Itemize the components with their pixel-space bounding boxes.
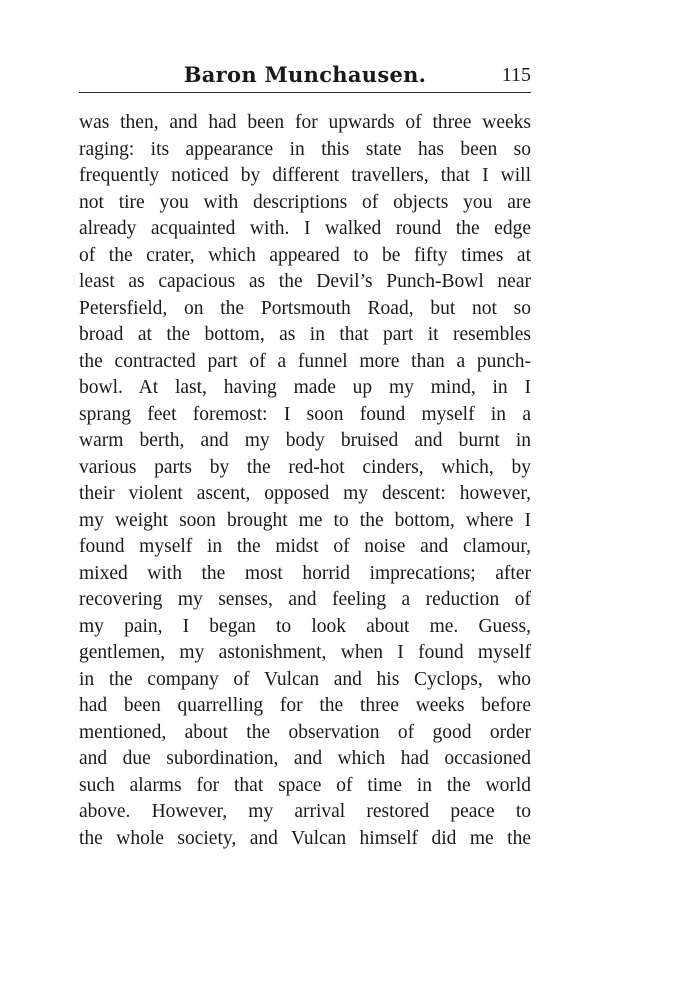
text-line: sprang feet foremost: I soon found myself in a [79, 403, 531, 425]
text-line: of the crater, which appeared to be fifty times at [79, 244, 531, 266]
text-line: gentlemen, my astonishment, when I found myself [79, 642, 531, 663]
text-line: broad at the bottom, as in that part it resembles [79, 324, 531, 345]
text-line: in the company of Vulcan and his Cyclops, who [79, 668, 531, 690]
body-text [79, 110, 531, 852]
text-line: my weight soon brought me to the bottom, where I [79, 509, 531, 531]
text-line: mentioned, about the observation of good order [79, 721, 531, 743]
text-line: mixed with the most horrid imprecations; after [79, 562, 531, 584]
text-line: not tire you with descriptions of objects you are [79, 191, 531, 213]
text-line: warm berth, and my body bruised and burnt in [79, 430, 531, 451]
text-line: already acquainted with. I walked round the edge [79, 218, 531, 239]
text-line: various parts by the red-hot cinders, which, by [79, 456, 531, 478]
text-line: above. However, my arrival restored peace to [79, 801, 531, 822]
text-line: frequently noticed by different travellers, that I will [79, 165, 531, 186]
text-line: found myself in the midst of noise and clamour, [79, 536, 531, 557]
text-line: was then, and had been for upwards of three weeks [79, 112, 531, 133]
text-line: bowl. At last, having made up my mind, in I [79, 377, 531, 398]
page-number: 115 [501, 64, 531, 86]
text-line: and due subordination, and which had occasioned [79, 748, 531, 769]
text-line: their violent ascent, opposed my descent: however, [79, 483, 531, 504]
running-title: Baron Munchausen. [183, 62, 427, 87]
text-line: raging: its appearance in this state has been so [79, 138, 531, 160]
text-line: my pain, I began to look about me. Guess, [79, 615, 531, 637]
text-line: had been quarrelling for the three weeks before [79, 695, 531, 716]
running-head [79, 60, 531, 93]
text-line: the contracted part of a funnel more than a punch- [79, 350, 531, 372]
text-line: the whole society, and Vulcan himself did me the [79, 827, 531, 849]
text-line: recovering my senses, and feeling a reduction of [79, 589, 531, 610]
text-line: such alarms for that space of time in the world [79, 774, 531, 796]
text-line: least as capacious as the Devil’s Punch-Bowl near [79, 271, 531, 292]
text-line: Petersfield, on the Portsmouth Road, but not so [79, 297, 531, 319]
